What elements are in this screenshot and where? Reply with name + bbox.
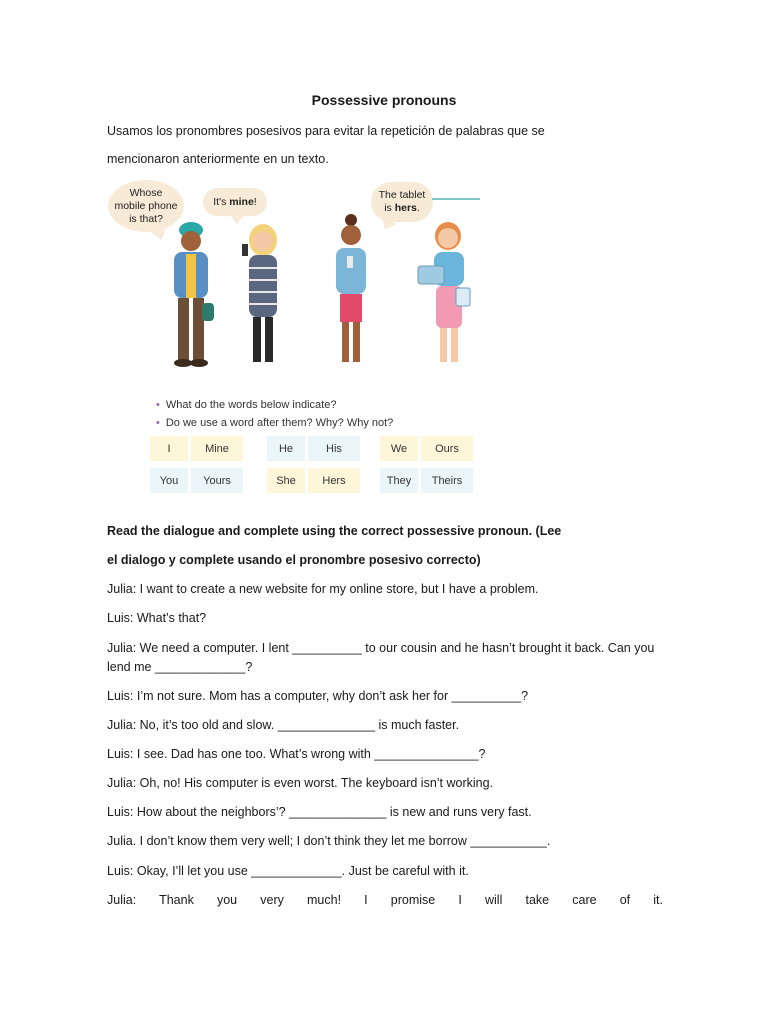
dialogue-line: Julia: I want to create a new website for my online store, but I have a problem.: [107, 582, 539, 596]
dialogue-line: Julia: No, it’s too old and slow. ______________ is much faster.: [107, 718, 460, 732]
question-text: Do we use a word after them? Why? Why not?: [165, 417, 394, 429]
table-cell: Ours: [421, 436, 473, 461]
table-cell: Theirs: [421, 468, 473, 493]
table-cell: He: [267, 436, 305, 461]
dialogue-line: Julia: We need a computer. I lent __________ to our cousin and he hasn’t brought it back. Can you lend me _____________?: [107, 641, 655, 674]
bubble-text: !: [253, 195, 257, 208]
bubble-text: It's: [213, 195, 230, 208]
table-cell: I: [150, 436, 188, 461]
table-cell: Mine: [191, 436, 243, 461]
table-cell: She: [267, 468, 305, 493]
bubble-text: The tablet: [378, 189, 426, 201]
boy-figure: [174, 222, 214, 367]
bubble-bold-word: mine: [229, 195, 254, 208]
intro-line-2: mencionaron anteriormente en un texto.: [107, 152, 329, 166]
dialogue-line: Luis: I see. Dad has one too. What’s wrong with _______________?: [107, 747, 486, 761]
possessive-illustration: [106, 178, 486, 498]
table-cell: His: [308, 436, 360, 461]
bullet-icon: •: [156, 417, 160, 429]
decorative-line: [432, 198, 480, 200]
instructions-line-2: el dialogo y complete usando el pronombre posesivo correcto): [107, 553, 481, 567]
dialogue-line: Luis: How about the neighbors’? ______________ is new and runs very fast.: [107, 805, 532, 819]
bubble-text: Whose: [129, 186, 163, 199]
bun-girl-figure: [336, 214, 366, 362]
table-cell: Hers: [308, 468, 360, 493]
question-text: What do the words below indicate?: [165, 399, 337, 411]
blonde-girl-figure: [242, 224, 277, 362]
page-title: Possessive pronouns: [311, 92, 457, 108]
question-item: [156, 396, 393, 414]
table-cell: They: [380, 468, 418, 493]
question-item: [156, 414, 393, 432]
dialogue-line: Luis: What’s that?: [107, 611, 207, 625]
question-list: [156, 396, 393, 432]
table-cell: Yours: [191, 468, 243, 493]
table-cell: We: [380, 436, 418, 461]
bubble-text: .: [416, 202, 420, 214]
dialogue-line: Julia: Thank you very much! I promise I will take care of it.: [107, 893, 663, 907]
red-haired-woman-figure: [418, 222, 470, 362]
people-illustration: [106, 208, 486, 388]
dialogue-line: Luis: I’m not sure. Mom has a computer, why don’t ask her for __________?: [107, 689, 529, 703]
instructions-line-1: Read the dialogue and complete using the correct possessive pronoun. (Lee: [107, 524, 562, 538]
dialogue-line: Luis: Okay, I’ll let you use _____________. Just be careful with it.: [107, 864, 469, 878]
dialogue-line: Julia: Oh, no! His computer is even worst. The keyboard isn’t working.: [107, 776, 494, 790]
bubble-text: is: [384, 202, 395, 214]
intro-line-1: Usamos los pronombres posesivos para evitar la repetición de palabras que se: [107, 124, 545, 138]
bubble-text: is that?: [129, 212, 163, 225]
bullet-icon: •: [156, 399, 160, 411]
bubble-text: mobile phone: [114, 199, 178, 212]
table-cell: You: [150, 468, 188, 493]
dialogue-line: Julia. I don’t know them very well; I don’t think they let me borrow ___________.: [107, 834, 551, 848]
bubble-bold-word: hers: [394, 202, 417, 214]
